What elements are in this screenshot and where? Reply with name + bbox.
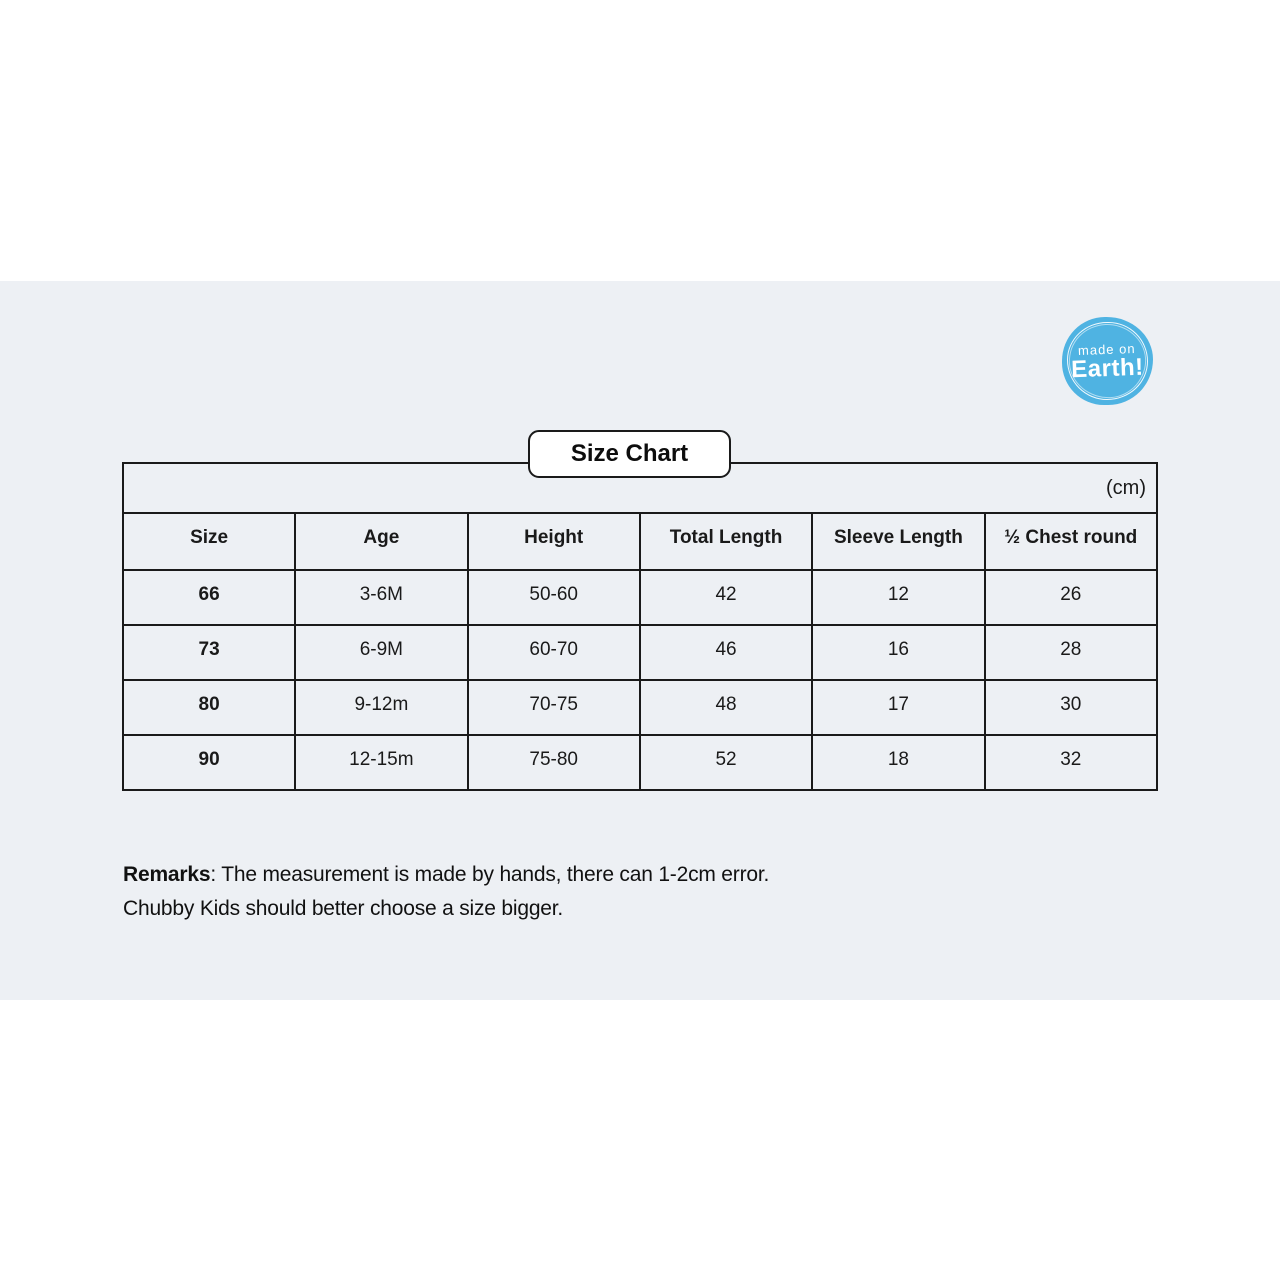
size-chart-table <box>122 462 1158 791</box>
remarks-label: Remarks <box>123 863 211 886</box>
remarks-text <box>123 858 769 926</box>
table-header-row <box>123 513 1157 570</box>
table-cell: 9-12m <box>295 680 467 735</box>
table-cell: 90 <box>123 735 295 790</box>
header-sleeve-length: Sleeve Length <box>812 513 984 570</box>
header-chest-round: ½ Chest round <box>985 513 1157 570</box>
badge-text <box>1071 341 1145 382</box>
header-total-length: Total Length <box>640 513 812 570</box>
table-cell: 12-15m <box>295 735 467 790</box>
size-chart-title-box <box>528 430 731 478</box>
table-cell: 18 <box>812 735 984 790</box>
table-cell: 32 <box>985 735 1157 790</box>
remarks-line2: Chubby Kids should better choose a size bigger. <box>123 897 564 920</box>
badge-line2: Earth! <box>1071 353 1145 384</box>
table-cell: 17 <box>812 680 984 735</box>
table-cell: 30 <box>985 680 1157 735</box>
table-cell: 66 <box>123 570 295 625</box>
table-cell: 16 <box>812 625 984 680</box>
badge-line1: made on <box>1078 341 1137 359</box>
table-row <box>123 735 1157 790</box>
table-cell: 80 <box>123 680 295 735</box>
table-cell: 50-60 <box>468 570 640 625</box>
table-row <box>123 625 1157 680</box>
header-height: Height <box>468 513 640 570</box>
size-chart-title: Size Chart <box>570 440 689 467</box>
unit-label: (cm) <box>123 463 1157 513</box>
table-row <box>123 570 1157 625</box>
table-cell: 26 <box>985 570 1157 625</box>
table-cell: 48 <box>640 680 812 735</box>
remarks-line1 <box>123 858 769 892</box>
table-cell: 42 <box>640 570 812 625</box>
header-size: Size <box>123 513 295 570</box>
table-cell: 12 <box>812 570 984 625</box>
table-cell: 60-70 <box>468 625 640 680</box>
remarks-line1-rest: : The measurement is made by hands, there can 1-2cm error. <box>210 863 770 886</box>
table-cell: 75-80 <box>468 735 640 790</box>
table-cell: 28 <box>985 625 1157 680</box>
table-cell: 70-75 <box>468 680 640 735</box>
table-cell: 73 <box>123 625 295 680</box>
table-cell: 52 <box>640 735 812 790</box>
table-cell: 3-6M <box>295 570 467 625</box>
made-on-earth-badge <box>1062 317 1153 405</box>
table-cell: 6-9M <box>295 625 467 680</box>
table-cell: 46 <box>640 625 812 680</box>
table-row <box>123 680 1157 735</box>
header-age: Age <box>295 513 467 570</box>
